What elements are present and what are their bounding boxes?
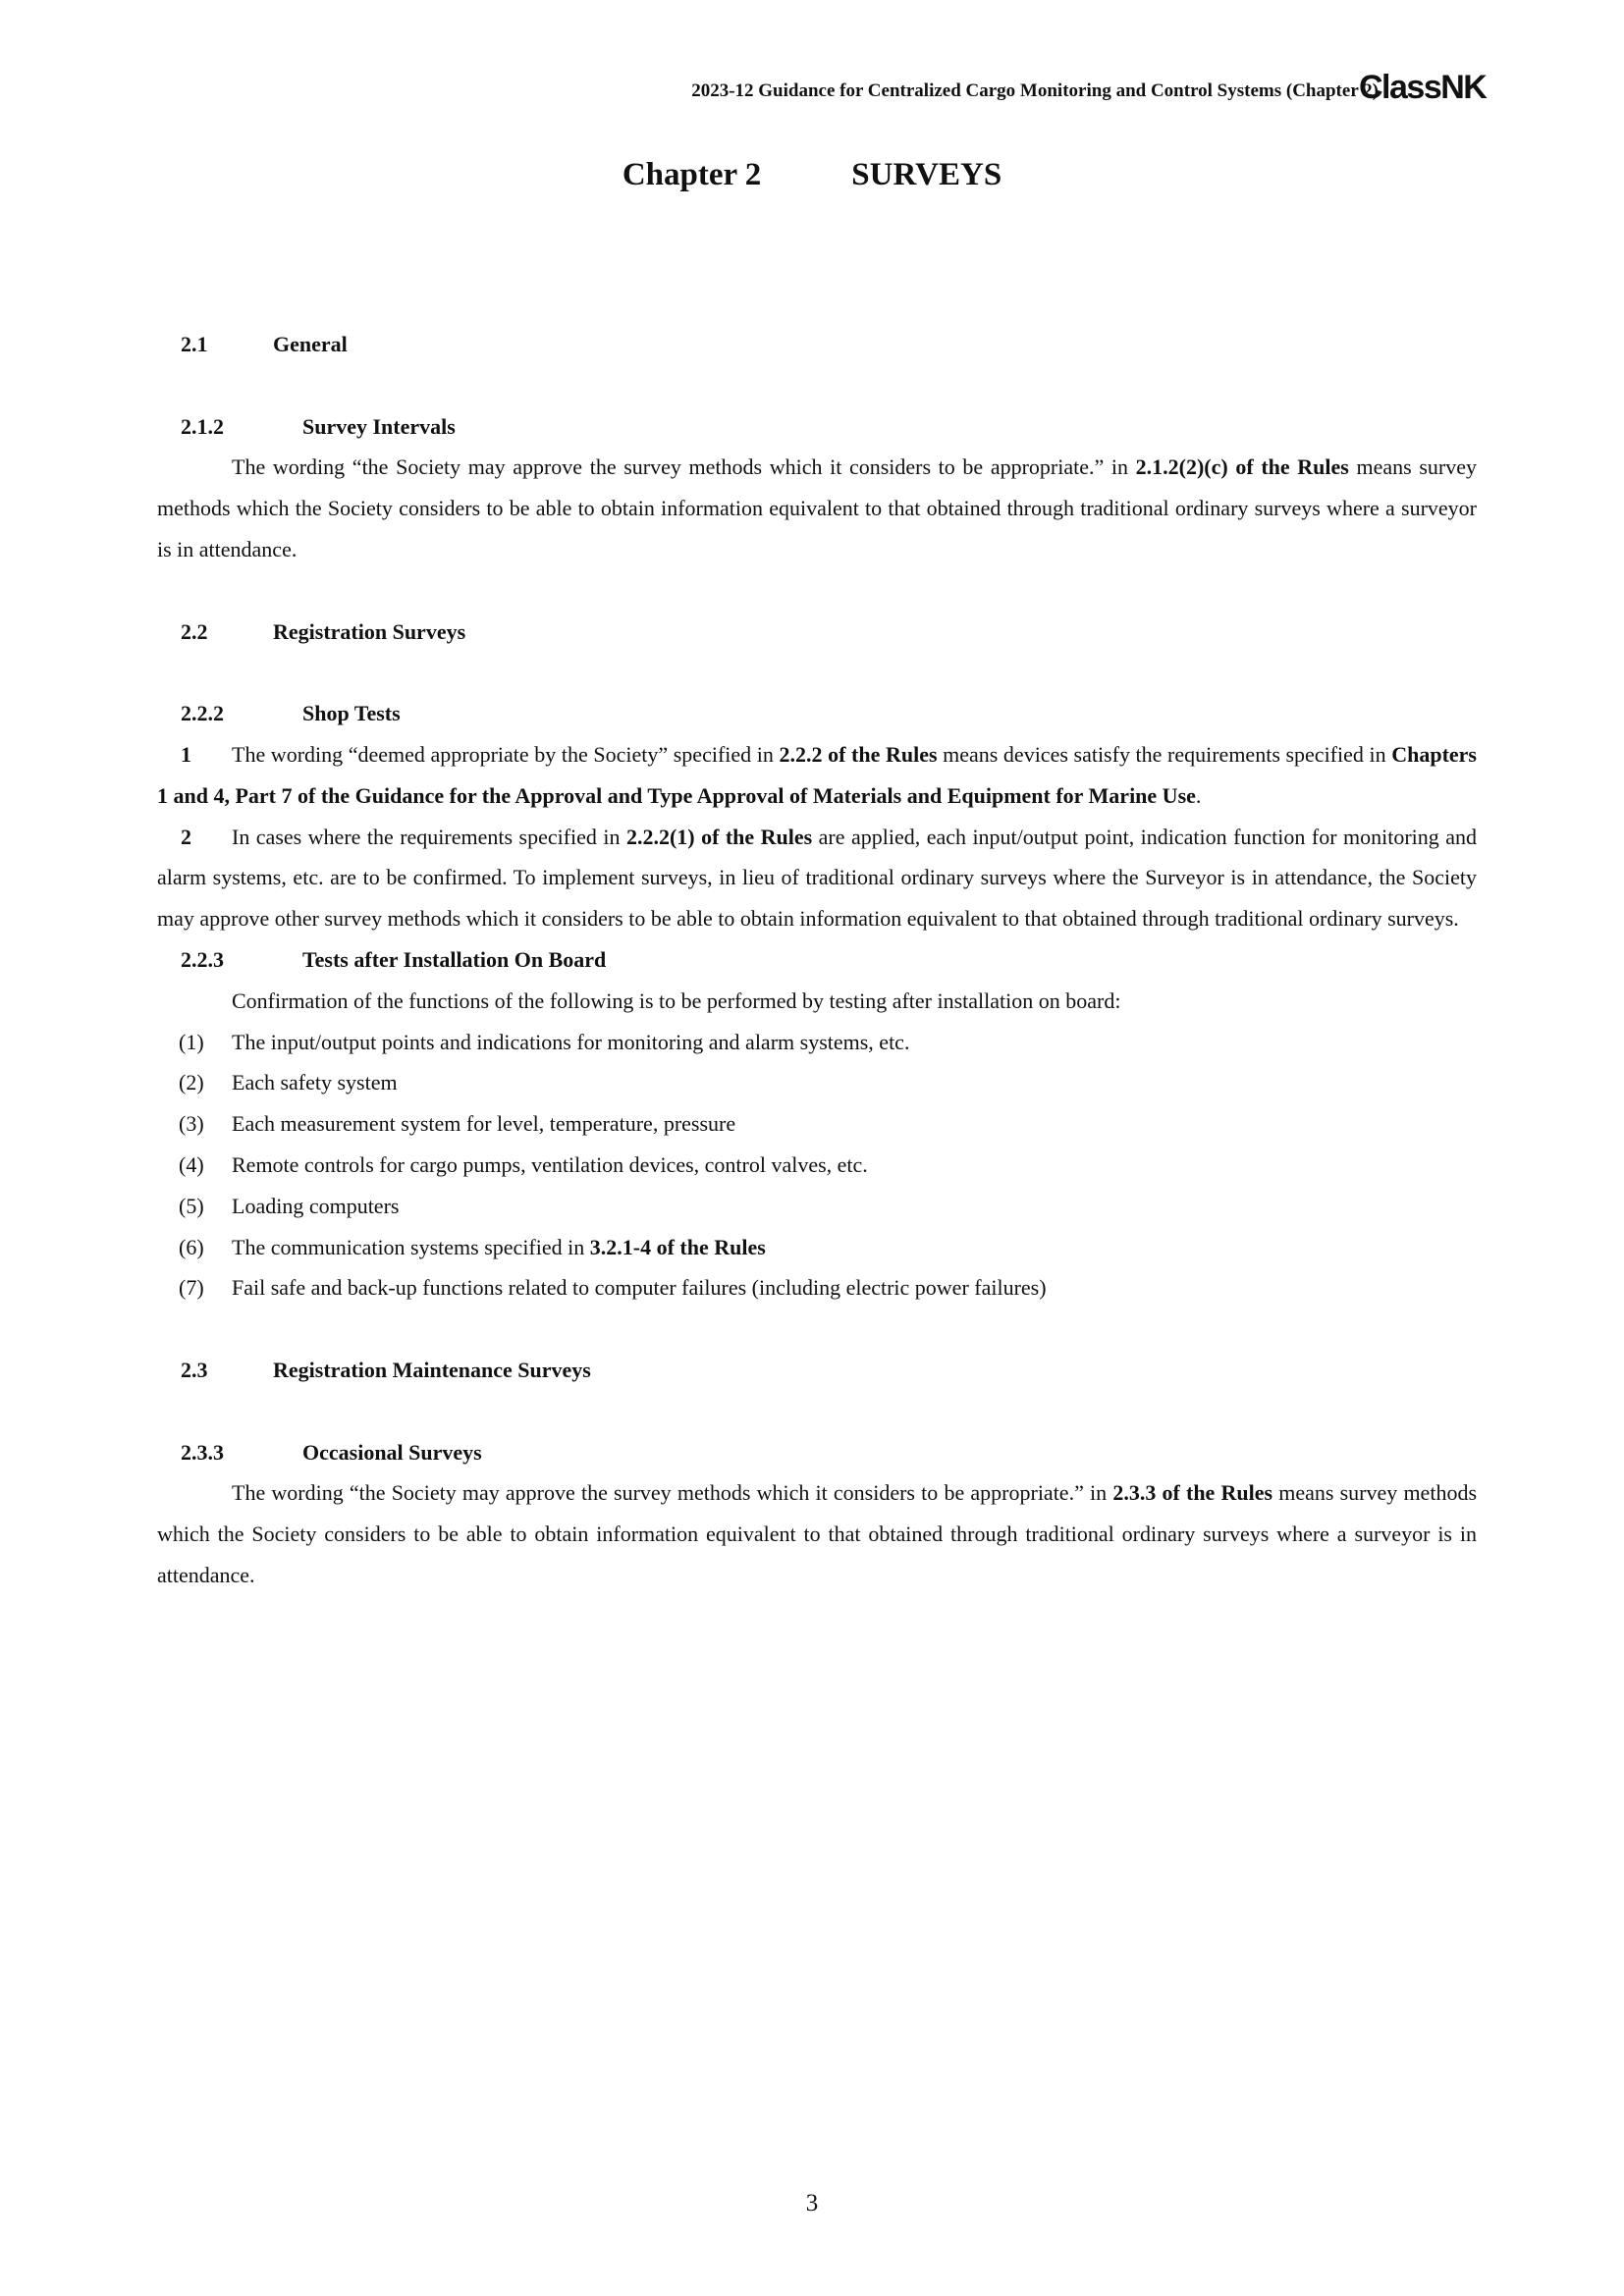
list-item-text: The communication systems specified in — [232, 1234, 590, 1259]
section-number: 2.3 — [181, 1357, 208, 1382]
subsection-number: 2.1.2 — [181, 413, 224, 439]
section-heading-2-3 — [157, 1350, 1477, 1391]
section-number: 2.2 — [181, 618, 208, 644]
list-marker: (1) — [179, 1029, 204, 1054]
paragraph-text: are applied, each input/output point, indication function for monitoring and alarm systems, etc. are to be confirmed. To implement surveys, in lieu of traditional ordinary surveys where the Surveyor is in attendance, the Society may approve other survey methods which it considers to be able to obtain information equivalent to that obtained through traditional ordinary surveys. — [157, 824, 1477, 932]
list-item — [157, 1022, 1477, 1063]
subsection-heading-2-3-3 — [157, 1432, 1477, 1473]
list-marker: (2) — [179, 1070, 204, 1095]
subsection-number: 2.2.2 — [181, 701, 224, 726]
list-marker: (6) — [179, 1234, 204, 1259]
chapter-number: Chapter 2 — [622, 157, 762, 192]
subsection-heading-2-1-2 — [157, 406, 1477, 448]
list-item — [157, 1227, 1477, 1268]
paragraph-2-2-2-2 — [157, 817, 1477, 939]
paragraph-2-2-2-1 — [157, 734, 1477, 817]
rule-reference: 3.2.1-4 of the Rules — [589, 1234, 766, 1259]
paragraph-text: The wording “deemed appropriate by the Society” specified in — [232, 741, 780, 767]
list-item — [157, 1145, 1477, 1186]
subsection-title: Occasional Surveys — [302, 1439, 482, 1465]
subsection-title: Survey Intervals — [302, 413, 456, 439]
paragraph-text: The wording “the Society may approve the survey methods which it considers to be appropriate.” in — [232, 454, 1136, 480]
list-item-text: Fail safe and back-up functions related to computer failures (including electric power failures) — [232, 1275, 1047, 1301]
paragraph-2-3-3 — [157, 1472, 1477, 1595]
subsection-title: Shop Tests — [302, 701, 401, 726]
paragraph-text: The wording “the Society may approve the survey methods which it considers to be appropriate.” in — [232, 1480, 1113, 1506]
subsection-number: 2.2.3 — [181, 946, 224, 972]
rule-reference: 2.2.2 of the Rules — [779, 741, 938, 767]
paragraph-text: means devices satisfy the requirements specified in — [937, 741, 1392, 767]
paragraph-text: means survey methods which the Society considers to be able to obtain information equivalent to that obtained through traditional ordinary surveys where a surveyor is in attendance. — [157, 1480, 1477, 1587]
paragraph-text: In cases where the requirements specified in — [232, 824, 626, 849]
rule-reference: 2.2.2(1) of the Rules — [625, 824, 813, 849]
classnk-logo: ClassNK — [1359, 69, 1487, 106]
list-item-text: Each measurement system for level, temperature, pressure — [232, 1111, 736, 1137]
list-marker: (5) — [179, 1193, 204, 1218]
chapter-title — [0, 157, 1624, 193]
subsection-heading-2-2-2 — [157, 693, 1477, 734]
paragraph-number: 1 — [181, 741, 191, 767]
paragraph-text: . — [1195, 782, 1202, 808]
list-item — [157, 1062, 1477, 1103]
subsection-number: 2.3.3 — [181, 1439, 224, 1465]
chapter-name: SURVEYS — [851, 157, 1002, 192]
guidance-reference: Chapters 1 and 4, Part 7 of the Guidance for the Approval and Type Approval of Materials and Equipment for Marine Use — [157, 741, 1477, 808]
subsection-heading-2-2-3 — [157, 939, 1477, 981]
document-body — [157, 324, 1477, 1596]
list-item — [157, 1186, 1477, 1227]
rule-reference: 2.1.2(2)(c) of the Rules — [1135, 454, 1349, 480]
subsection-title: Tests after Installation On Board — [302, 946, 607, 972]
list-item-text: The input/output points and indications for monitoring and alarm systems, etc. — [232, 1029, 910, 1054]
section-title: Registration Surveys — [273, 618, 466, 644]
list-item — [157, 1267, 1477, 1308]
section-heading-2-1 — [157, 324, 1477, 365]
page-number: 3 — [805, 2190, 819, 2216]
list-marker: (3) — [179, 1111, 204, 1137]
section-title: General — [273, 332, 348, 356]
running-header: 2023-12 Guidance for Centralized Cargo Monitoring and Control Systems (Chapter 2) — [691, 80, 1379, 101]
list-item — [157, 1103, 1477, 1145]
section-title: Registration Maintenance Surveys — [273, 1357, 591, 1382]
paragraph-2-1-2 — [157, 447, 1477, 569]
rule-reference: 2.3.3 of the Rules — [1112, 1480, 1273, 1506]
list-item-text: Loading computers — [232, 1193, 400, 1218]
paragraph-2-2-3-intro: Confirmation of the functions of the following is to be performed by testing after installation on board: — [232, 988, 1121, 1013]
list-marker: (7) — [179, 1275, 204, 1301]
list-item-text: Remote controls for cargo pumps, ventilation devices, control valves, etc. — [232, 1151, 868, 1177]
list-item-text: Each safety system — [232, 1070, 398, 1095]
paragraph-number: 2 — [181, 824, 191, 849]
paragraph-text: means survey methods which the Society considers to be able to obtain information equivalent to that obtained through traditional ordinary surveys where a surveyor is in attendance. — [157, 454, 1477, 561]
section-heading-2-2 — [157, 612, 1477, 653]
section-number: 2.1 — [181, 332, 208, 356]
list-marker: (4) — [179, 1151, 204, 1177]
